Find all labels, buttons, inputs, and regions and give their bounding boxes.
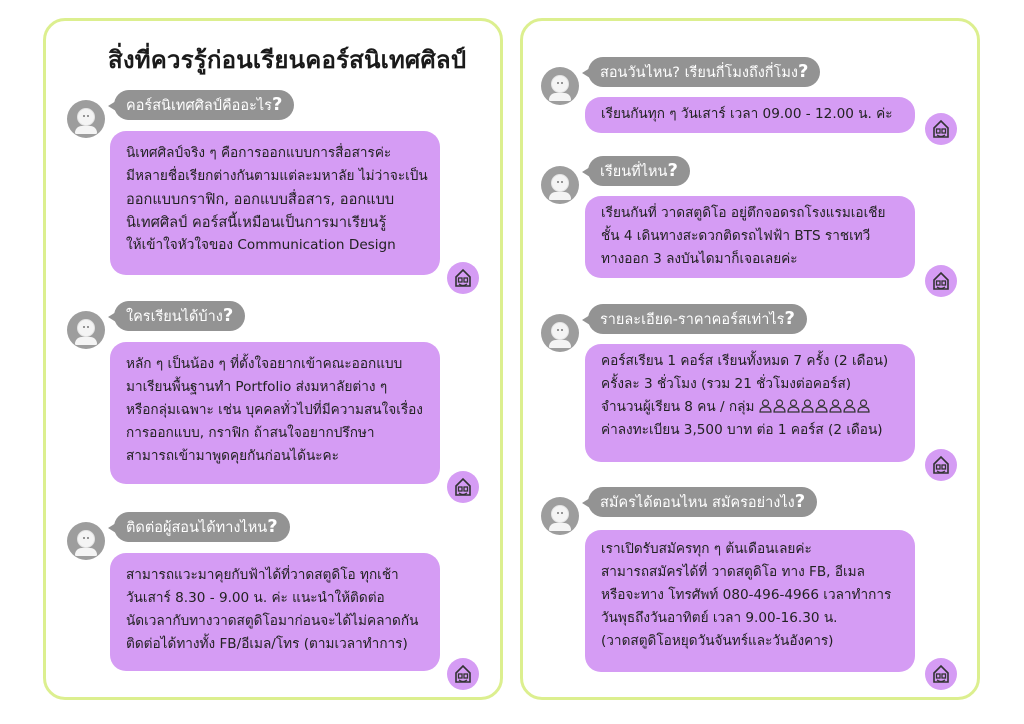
answer-line: หลัก ๆ เป็นน้อง ๆ ที่ตั้งใจอยากเข้าคณะออกแบบ (126, 356, 403, 372)
answer-line: ค่าลงทะเบียน 3,500 บาท ต่อ 1 คอร์ส (2 เดือน) (601, 422, 883, 438)
studio-logo-icon (447, 658, 479, 690)
answer-line: สามารถแวะมาคุยกับฟ้าได้ที่วาดสตูดิโอ ทุกเช้า (126, 567, 399, 583)
studio-logo-icon (925, 113, 957, 145)
person-icon (773, 399, 786, 413)
answer-line: นิเทศศิลป์ คอร์สนี้เหมือนเป็นการมาเรียนรู้ (126, 214, 387, 231)
answer-line: มีหลายชื่อเรียกต่างกันตามแต่ละมหาลัย ไม่ว่าจะเป็น (126, 168, 428, 184)
person-icon-row (759, 399, 871, 415)
question-bubble: คอร์สนิเทศศิลป์คืออะไร? (114, 90, 294, 120)
answer-line: มาเรียนพื้นฐานทำ Portfolio ส่งมหาลัยต่าง ๆ (126, 379, 388, 395)
studio-logo-icon (447, 262, 479, 294)
question-bubble: ติดต่อผู้สอนได้ทางไหน? (114, 512, 290, 542)
studio-logo-icon (925, 265, 957, 297)
answer-line: สามารถสมัครได้ที่ วาดสตูดิโอ ทาง FB, อีเมล (601, 564, 865, 580)
question-bubble: สมัครได้ตอนไหน สมัครอย่างไง? (588, 487, 817, 517)
person-icon (787, 399, 800, 413)
answer-line: จำนวนผู้เรียน 8 คน / กลุ่ม (601, 396, 899, 419)
person-icon (843, 399, 856, 413)
answer-bubble (110, 553, 440, 671)
answer-bubble (110, 342, 440, 484)
studio-logo-icon (925, 658, 957, 690)
answer-bubble (585, 196, 915, 278)
answer-line: ให้เข้าใจหัวใจของ Communication Design (126, 237, 396, 253)
answer-line: เราเปิดรับสมัครทุก ๆ ต้นเดือนเลยค่ะ (601, 541, 812, 557)
question-bubble: สอนวันไหน? เรียนกี่โมงถึงกี่โมง? (588, 57, 820, 87)
answer-bubble (585, 530, 915, 672)
question-bubble: ใครเรียนได้บ้าง? (114, 301, 245, 331)
answer-line: คอร์สเรียน 1 คอร์ส เรียนทั้งหมด 7 ครั้ง (2 เดือน) (601, 353, 889, 369)
user-avatar-icon (67, 100, 105, 138)
answer-line: หรือกลุ่มเฉพาะ เช่น บุคคลทั่วไปที่มีความสนใจเรื่อง (126, 402, 423, 418)
answer-line: ติดต่อได้ทางทั้ง FB/อีเมล/โทร (ตามเวลาทำการ) (126, 636, 408, 652)
answer-line: การออกแบบ, กราฟิก ถ้าสนใจอยากปรึกษา (126, 425, 375, 441)
answer-line: เรียนกันที่ วาดสตูดิโอ อยู่ตึกจอดรถโรงแรมเอเชีย (601, 205, 886, 221)
answer-line: ทางออก 3 ลงบันไดมาก็เจอเลยค่ะ (601, 251, 798, 267)
answer-line: นัดเวลากับทางวาดสตูดิโอมาก่อนจะได้ไม่คลาดกัน (126, 613, 419, 629)
answer-line: เรียนกันทุก ๆ วันเสาร์ เวลา 09.00 - 12.00 น. ค่ะ (601, 106, 893, 122)
user-avatar-icon (541, 67, 579, 105)
person-icon (815, 399, 828, 413)
studio-logo-icon (447, 471, 479, 503)
answer-line: สามารถเข้ามาพูดคุยกันก่อนได้นะคะ (126, 448, 339, 464)
answer-line: หรือจะทาง โทรศัพท์ 080-496-4966 เวลาทำการ (601, 587, 892, 603)
answer-line: วันพุธถึงวันอาทิตย์ เวลา 9.00-16.30 น. (601, 610, 838, 626)
answer-bubble (585, 97, 915, 133)
person-icon (801, 399, 814, 413)
studio-logo-icon (925, 449, 957, 481)
user-avatar-icon (67, 522, 105, 560)
answer-line: วันเสาร์ 8.30 - 9.00 น. ค่ะ แนะนำให้ติดต่อ (126, 590, 385, 606)
question-bubble: รายละเอียด-ราคาคอร์สเท่าไร? (588, 304, 807, 334)
answer-bubble (110, 131, 440, 275)
answer-line: ครั้งละ 3 ชั่วโมง (รวม 21 ชั่วโมงต่อคอร์ส) (601, 376, 852, 392)
answer-bubble (585, 344, 915, 462)
person-icon (829, 399, 842, 413)
user-avatar-icon (67, 311, 105, 349)
user-avatar-icon (541, 314, 579, 352)
page-title: สิ่งที่ควรรู้ก่อนเรียนคอร์สนิเทศศิลป์ (108, 46, 467, 74)
answer-line: ชั้น 4 เดินทางสะดวกติดรถไฟฟ้า BTS ราชเทวี (601, 228, 871, 244)
answer-line: (วาดสตูดิโอหยุดวันจันทร์และวันอังคาร) (601, 633, 834, 649)
user-avatar-icon (541, 166, 579, 204)
answer-line: นิเทศศิลป์จริง ๆ คือการออกแบบการสื่อสารค่ะ (126, 145, 392, 161)
answer-line: ออกแบบกราฟิก, ออกแบบสื่อสาร, ออกแบบ (126, 191, 395, 208)
question-bubble: เรียนที่ไหน? (588, 156, 690, 186)
person-icon (857, 399, 870, 413)
user-avatar-icon (541, 497, 579, 535)
person-icon (759, 399, 772, 413)
